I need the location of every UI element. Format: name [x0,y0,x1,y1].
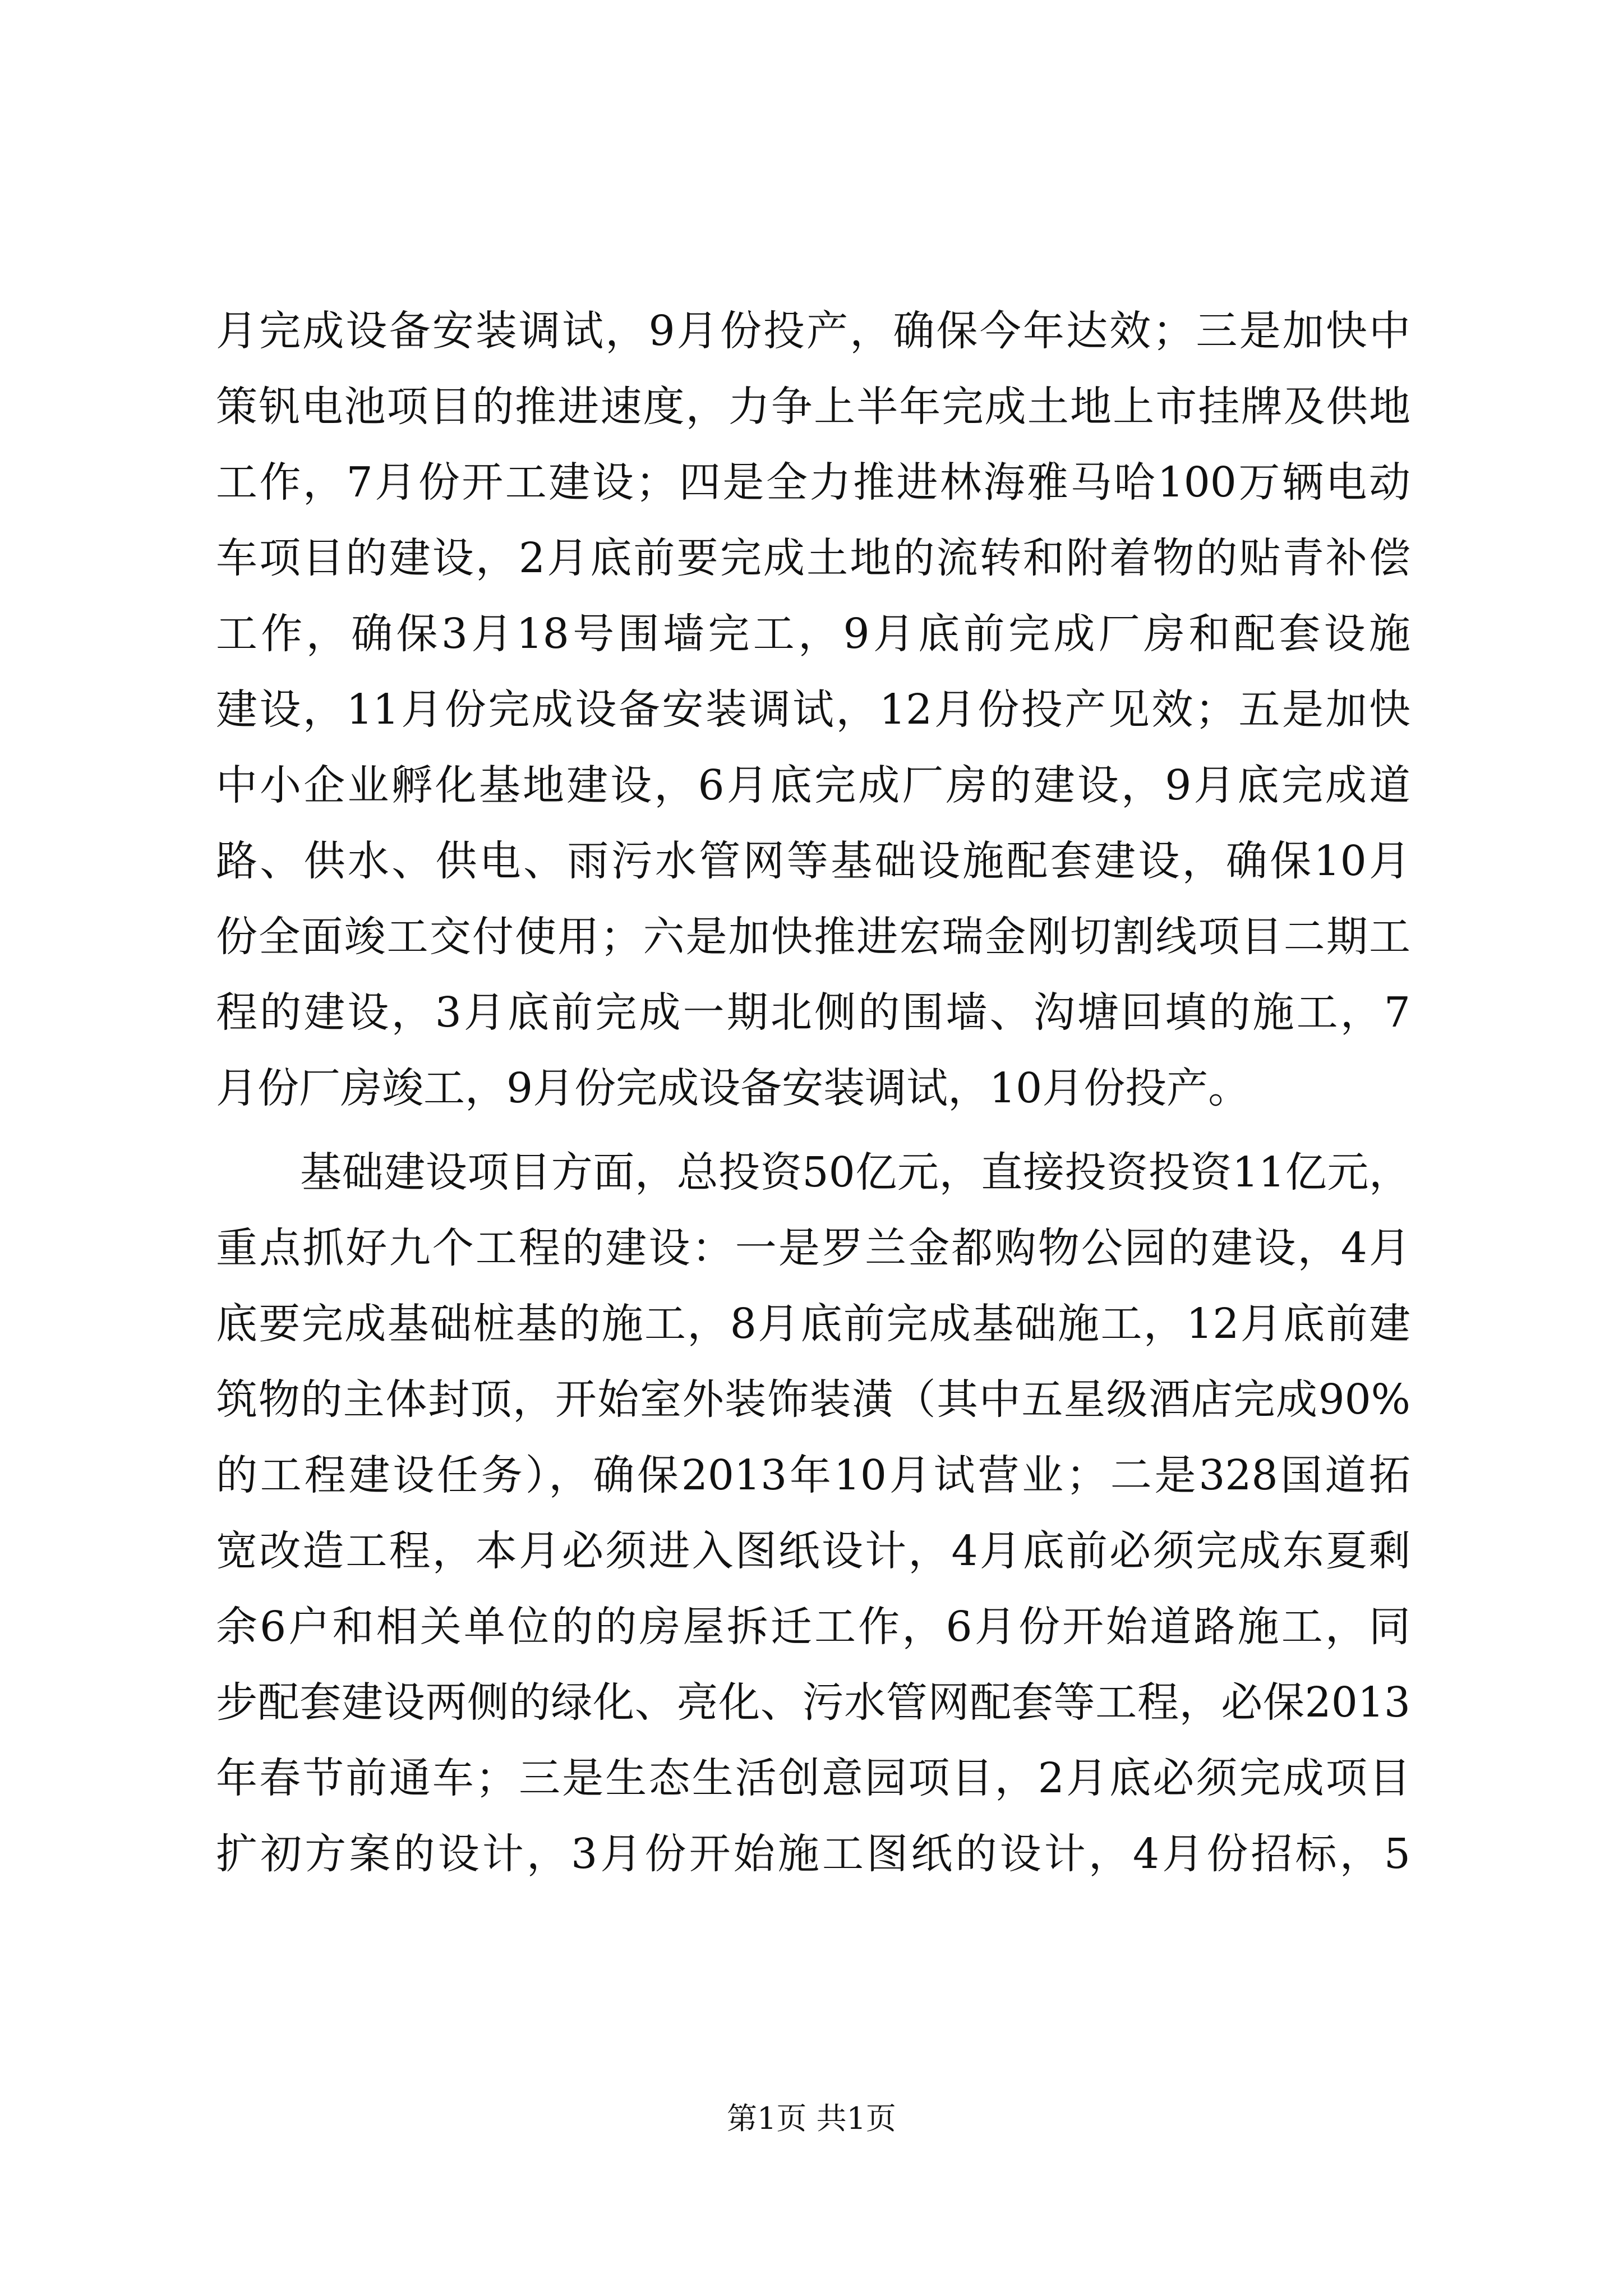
page-footer: 第1页 共1页 [727,2101,896,2136]
paragraph-2-line-10: 扩初方案的设计，3月份开始施工图纸的设计，4月份招标，5 [216,1830,1410,1878]
paragraph-1-line-2: 策钒电池项目的推进速度，力争上半年完成土地上市挂牌及供地 [216,383,1410,431]
paragraph-1-line-10: 程的建设，3月底前完成一期北侧的围墙、沟塘回填的施工，7 [216,988,1410,1037]
paragraph-1-line-3: 工作，7月份开工建设；四是全力推进林海雅马哈100万辆电动 [216,458,1410,507]
paragraph-1-line-4: 车项目的建设，2月底前要完成土地的流转和附着物的贴青补偿 [216,534,1410,582]
paragraph-2-line-9: 年春节前通车；三是生态生活创意园项目，2月底必须完成项目 [216,1754,1410,1802]
paragraph-2-line-4: 筑物的主体封顶，开始室外装饰装潢（其中五星级酒店完成90% [216,1375,1410,1424]
paragraph-2-line-2: 重点抓好九个工程的建设：一是罗兰金都购物公园的建设，4月 [216,1224,1410,1272]
paragraph-2-line-1: 基础建设项目方面，总投资50亿元，直接投资投资11亿元， [300,1148,1410,1197]
paragraph-2-line-3: 底要完成基础桩基的施工，8月底前完成基础施工，12月底前建 [216,1300,1410,1348]
paragraph-1-line-1: 月完成设备安装调试，9月份投产，确保今年达效；三是加快中 [216,307,1410,355]
paragraph-2-line-7: 余6户和相关单位的的房屋拆迁工作，6月份开始道路施工，同 [216,1603,1410,1651]
paragraph-1-line-6: 建设，11月份完成设备安装调试，12月份投产见效；五是加快 [216,685,1410,734]
paragraph-1-line-5: 工作，确保3月18号围墙完工，9月底前完成厂房和配套设施 [216,610,1410,658]
paragraph-2-line-5: 的工程建设任务），确保2013年10月试营业；二是328国道拓 [216,1451,1410,1499]
paragraph-1-line-9: 份全面竣工交付使用；六是加快推进宏瑞金刚切割线项目二期工 [216,913,1410,961]
paragraph-1-line-8: 路、供水、供电、雨污水管网等基础设施配套建设，确保10月 [216,837,1410,885]
paragraph-2-line-6: 宽改造工程，本月必须进入图纸设计，4月底前必须完成东夏剩 [216,1527,1410,1575]
paragraph-1-line-7: 中小企业孵化基地建设，6月底完成厂房的建设，9月底完成道 [216,761,1410,809]
paragraph-1-line-11: 月份厂房竣工，9月份完成设备安装调试，10月份投产。 [216,1064,1250,1112]
paragraph-2-line-8: 步配套建设两侧的绿化、亮化、污水管网配套等工程，必保2013 [216,1678,1410,1727]
